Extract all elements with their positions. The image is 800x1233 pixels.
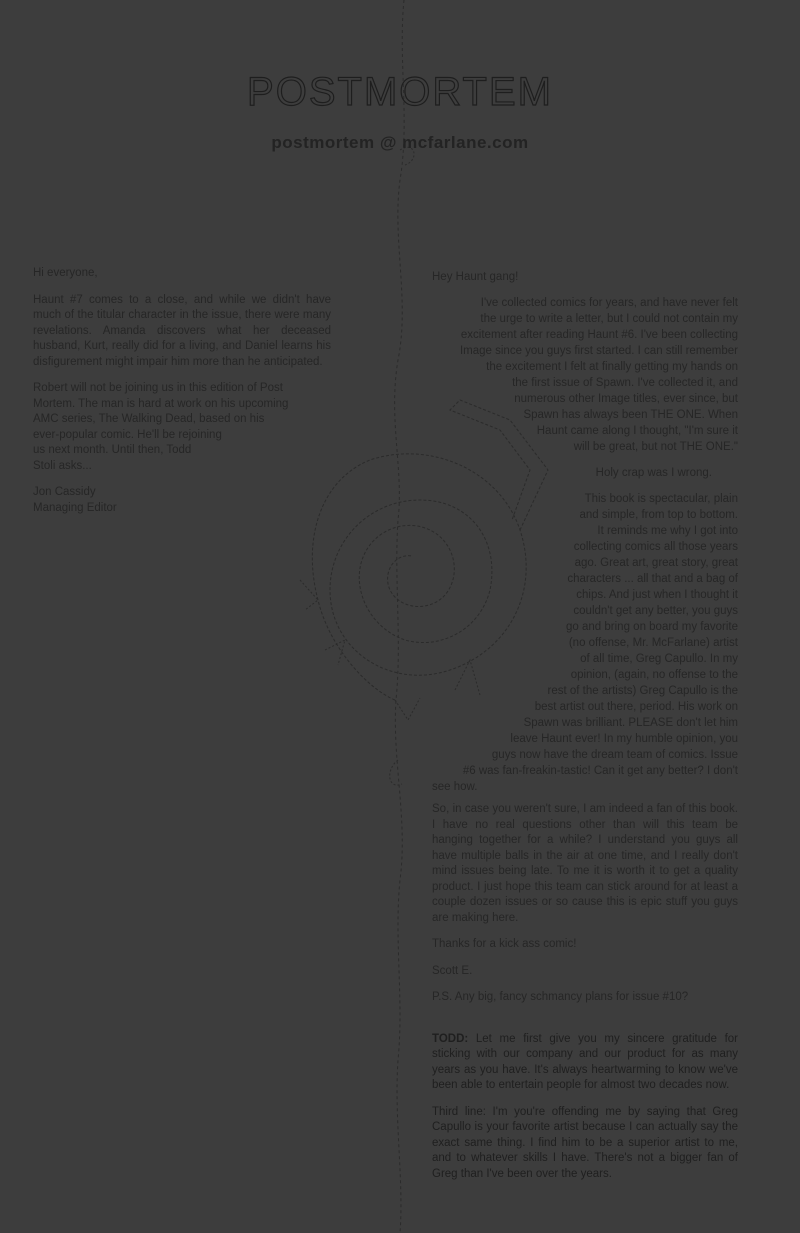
reply-label: Third line: [432, 1105, 486, 1118]
reply-text: I'm you're offending me by saying that Greg Capullo is your favorite artist because I can actually say the exact same thing. I find him to be a superior artist to me, and to whatever skills I have. There's not a bigger fan of Greg than I've been over the years. [432, 1105, 738, 1180]
thorn-lower-right [395, 698, 420, 720]
signature-name: Jon Cassidy [33, 486, 96, 498]
letter-opening-line: will be great, but not THE ONE." [573, 441, 738, 453]
editor-paragraph-2-line: ever-popular comic. He'll be rejoining [33, 428, 222, 441]
reply-label: TODD: [432, 1032, 469, 1045]
letter-wrap-line: It reminds me why I got into [597, 525, 738, 537]
letter-opening-line: the first issue of Spawn. I've collected it, and [512, 377, 738, 389]
editor-greeting: Hi everyone, [33, 267, 98, 279]
letter-sign-off: Scott E. [432, 964, 473, 977]
letter-ps: P.S. Any big, fancy schmancy plans for issue #10? [432, 991, 689, 1003]
spiral-body [312, 454, 526, 700]
editor-paragraph-2 [33, 381, 331, 474]
letter-holy-crap: Holy crap was I wrong. [595, 467, 712, 479]
letter-wrap-line: collecting comics all those years [573, 541, 738, 553]
signature-title: Managing Editor [33, 501, 117, 514]
letter-salutation: Hey Haunt gang! [432, 271, 519, 283]
letter-paragraph-fan: So, in case you weren't sure, I am indeed a fan of this book. I have no real questions other than will this team be hanging together for a while? I understand you guys all have multiple balls in the air at one time, and I really don't mind issues being late. To me it is worth it to get a quality product. I just hope this team can stick around for at least a couple dozen issues or so cause this is epic stuff you guys are making here. [432, 803, 738, 924]
letter-wrap-line: see how. [432, 781, 478, 793]
letter-opening-line: excitement after reading Haunt #6. I've been collecting [460, 329, 738, 341]
letter-opening-line: Haunt came along I thought, "I'm sure it [536, 425, 738, 437]
letter-wrap-line: guys now have the dream team of comics. Issue [491, 749, 738, 761]
editor-paragraph-2-line: AMC series, The Walking Dead, based on his [33, 413, 265, 425]
reply-paragraph [432, 1105, 738, 1183]
thorn-right [455, 660, 480, 695]
letter-wrap-line: Spawn was brilliant. PLEASE don't let him [523, 717, 738, 729]
editor-signature [33, 485, 331, 516]
letter-wrap-line: couldn't get any better, you guys [573, 605, 738, 617]
thorn-lower-left [325, 640, 345, 665]
letter-wrap-line: This book is spectacular, plain [584, 493, 738, 505]
letter-opening-line: the excitement I felt at finally getting my hands on [486, 361, 738, 373]
letter-opening-line: I've collected comics for years, and have never felt [480, 297, 738, 309]
letter-wrap-line: characters ... all that and a bag of [567, 573, 738, 585]
editor-paragraph-2-line: us next month. Until then, Todd [33, 444, 192, 456]
letter-wrap-line: opinion, (again, no offense to the [570, 669, 738, 681]
letter-opening-line: Image since you guys first started. I can still remember [459, 345, 738, 357]
reply-paragraph [432, 1032, 738, 1094]
letter-opening-line: numerous other Image titles, ever since, but [514, 393, 738, 405]
masthead [0, 70, 800, 153]
letter-wrap-line: go and bring on board my favorite [566, 621, 738, 633]
thorn-left [300, 580, 318, 610]
letter-wrap-line: of all time, Greg Capullo. In my [580, 653, 738, 665]
editor-paragraph-2-line: Robert will not be joining us in this edition of Post [33, 382, 283, 394]
letter-wrap-line: leave Haunt ever! In my humble opinion, you [510, 733, 738, 745]
letter-wrap-line: rest of the artists) Greg Capullo is the [547, 685, 738, 697]
editor-paragraph-2-line: Stoli asks... [33, 459, 92, 472]
letter-wrap-line: (no offense, Mr. McFarlane) artist [568, 637, 738, 649]
letter-wrap-line: and simple, from top to bottom. [579, 509, 738, 521]
letter-thanks: Thanks for a kick ass comic! [432, 938, 577, 950]
letter-wrap-line: #6 was fan-freakin-tastic! Can it get any better? I don't [462, 765, 738, 777]
letter-opening-line: the urge to write a letter, but I could not contain my [480, 313, 738, 325]
vine-stem [395, 0, 405, 1233]
editor-paragraph-1: Haunt #7 comes to a close, and while we didn't have much of the titular character in the issue, there were many revelations. Amanda discovers what her deceased husband, Kurt, really did for a living, and Daniel learns his disfigurement might impair him more than he anticipated. [33, 293, 331, 368]
letter-wrap-line: ago. Great art, great story, great [574, 557, 738, 569]
letter-wrap-line: chips. And just when I thought it [576, 589, 738, 601]
masthead-title: POSTMORTEM [247, 70, 553, 114]
left-column [33, 266, 331, 527]
masthead-email[interactable]: postmortem @ mcfarlane.com [271, 133, 529, 152]
editor-paragraph-2-line: Mortem. The man is hard at work on his upcoming [33, 397, 289, 410]
letter-wrap-line: best artist out there, period. His work on [534, 701, 738, 713]
vine-swirl-middle [390, 760, 402, 785]
reply-text: Let me first give you my sincere gratitude for sticking with our company and our product for as many years as you have. It's always heartwarming to know we've been able to entertain people for almost two decades now. [432, 1032, 738, 1091]
letter-opening-line: Spawn has always been THE ONE. When [523, 409, 738, 421]
right-column [432, 802, 738, 1193]
